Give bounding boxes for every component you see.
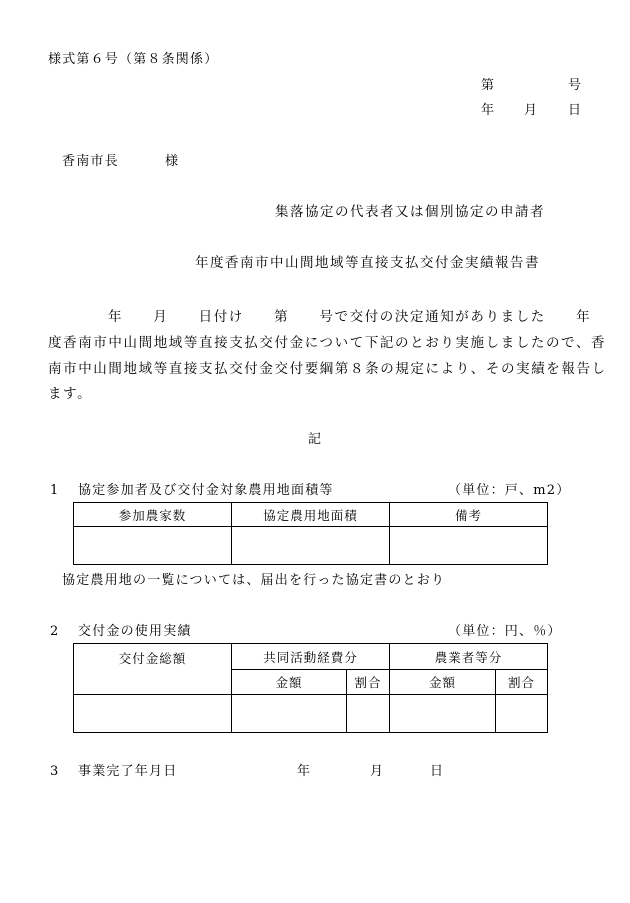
header-total-amount: 交付金総額 — [74, 644, 232, 695]
header-remarks: 備考 — [390, 503, 548, 527]
section3-title: 事業完了年月日 — [78, 764, 178, 779]
doc-date-year: 年 — [481, 103, 496, 118]
doc-date-month: 月 — [524, 103, 539, 118]
cell-joint-amount[interactable] — [232, 695, 347, 733]
body-line-4: ます。 — [48, 386, 93, 402]
doc-number-suffix: 号 — [568, 78, 583, 93]
header-farmland-area: 協定農用地面積 — [232, 503, 390, 527]
report-title: 年度香南市中山間地域等直接支払交付金実績報告書 — [195, 255, 540, 271]
form-label: 様式第６号（第８条関係） — [48, 52, 219, 67]
section2-table — [73, 643, 548, 733]
applicant-label: 集落協定の代表者又は個別協定の申請者 — [275, 204, 545, 220]
addressee-name: 香南市長 — [62, 154, 119, 169]
section3-year: 年 — [297, 764, 312, 779]
doc-date-day: 日 — [568, 103, 583, 118]
section1-note: 協定農用地の一覧については、届出を行った協定書のとおり — [62, 573, 446, 588]
cell-joint-ratio[interactable] — [347, 695, 390, 733]
subheader-joint-ratio: 割合 — [347, 670, 390, 695]
subheader-joint-amount: 金額 — [232, 670, 347, 695]
section3-month: 月 — [370, 764, 385, 779]
cell-total-amount[interactable] — [74, 695, 232, 733]
header-farmer: 農業者等分 — [390, 644, 548, 670]
cell-remarks[interactable] — [390, 527, 548, 565]
cell-participants[interactable] — [74, 527, 232, 565]
section1-unit: （単位：戸、m2） — [448, 483, 571, 498]
subheader-farmer-amount: 金額 — [390, 670, 496, 695]
section1-title: 協定参加者及び交付金対象農用地面積等 — [78, 483, 334, 498]
section3-number: 3 — [50, 764, 60, 779]
ki-marker: 記 — [308, 432, 323, 447]
section3-day: 日 — [430, 764, 445, 779]
addressee-honorific: 様 — [165, 154, 180, 169]
cell-farmer-amount[interactable] — [390, 695, 496, 733]
header-joint-activity: 共同活動経費分 — [232, 644, 390, 670]
cell-farmer-ratio[interactable] — [496, 695, 548, 733]
section2-number: 2 — [50, 624, 60, 639]
section2-title: 交付金の使用実績 — [78, 624, 192, 639]
body-line-3: 南市中山間地域等直接支払交付金交付要綱第８条の規定により、その実績を報告し — [48, 361, 607, 377]
cell-farmland-area[interactable] — [232, 527, 390, 565]
body-line-1: 年 月 日付け 第 号で交付の決定通知がありました 年 — [108, 309, 592, 325]
header-participants: 参加農家数 — [74, 503, 232, 527]
doc-number-prefix: 第 — [481, 78, 496, 93]
section1-table — [73, 502, 548, 565]
body-line-2: 度香南市中山間地域等直接支払交付金について下記のとおり実施しましたので、香 — [48, 335, 607, 351]
subheader-farmer-ratio: 割合 — [496, 670, 548, 695]
section1-number: 1 — [50, 483, 60, 498]
section2-unit: （単位：円、％） — [448, 624, 562, 639]
